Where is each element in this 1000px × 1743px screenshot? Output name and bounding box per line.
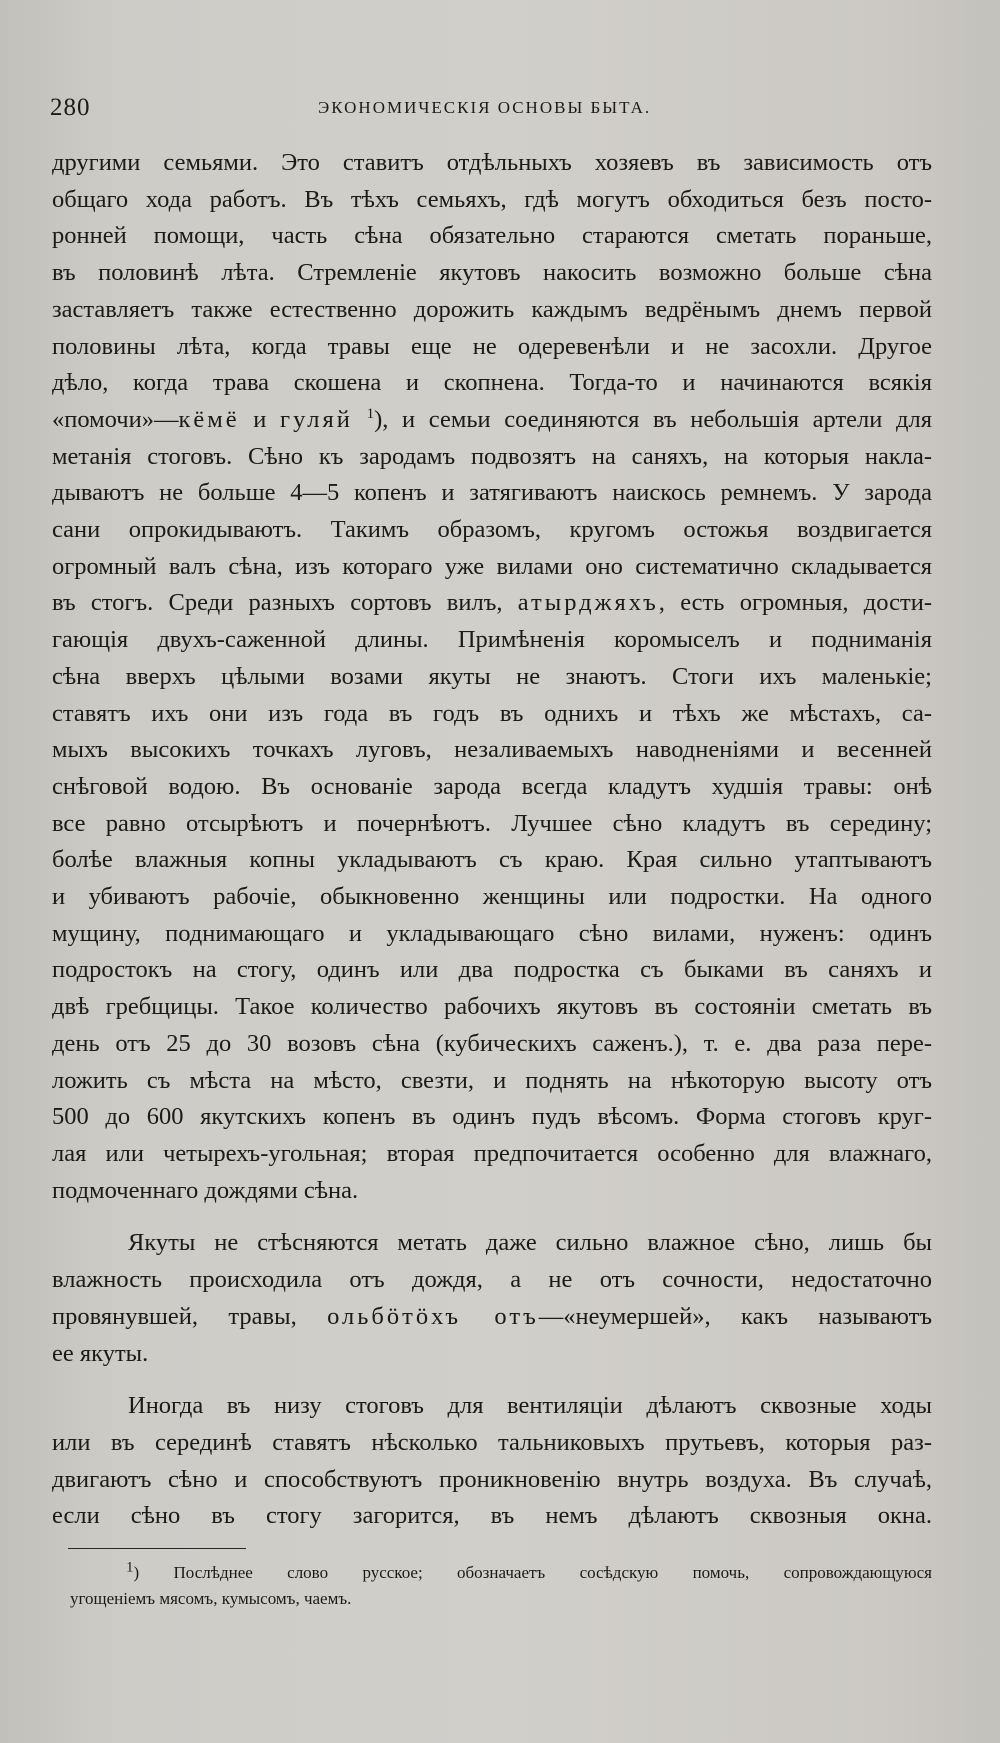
paragraph-3 (52, 1388, 932, 1535)
text-line: сани опрокидываютъ. Такимъ образомъ, кругомъ остожья воздвигается (52, 516, 932, 544)
spaced-term: ольбӧтӧхъ отъ (327, 1302, 539, 1330)
text-line: заставляетъ также естественно дорожить каждымъ ведрёнымъ днемъ первой (52, 295, 932, 323)
text-run: въ стогъ. Среди разныхъ сортовъ вилъ, (52, 589, 518, 617)
text-line: метанія стоговъ. Сѣно къ зародамъ подвозятъ на саняхъ, на которыя накла- (52, 442, 932, 470)
text-line: подростокъ на стогу, одинъ или два подростка съ быками въ саняхъ и (52, 956, 932, 984)
footnote-rule (68, 1548, 246, 1549)
text-line: если сѣно въ стогу загорится, въ немъ дѣлаютъ сквозныя окна. (52, 1502, 932, 1530)
running-title: ЭКОНОМИЧЕСКІЯ ОСНОВЫ БЫТА. (318, 98, 652, 117)
paragraph-1 (52, 145, 932, 1209)
text-line: все равно отсырѣютъ и почернѣютъ. Лучшее сѣно кладутъ въ середину; (52, 809, 932, 837)
text-line: въ половинѣ лѣта. Стремленіе якутовъ накосить возможно больше сѣна (52, 259, 932, 287)
text-line: гающія двухъ-саженной длины. Примѣненія коромыселъ и подниманія (52, 626, 932, 654)
text-line: 500 до 600 якутскихъ копенъ въ одинъ пудъ вѣсомъ. Форма стоговъ круг- (52, 1103, 932, 1131)
text-line: ее якуты. (52, 1339, 149, 1367)
text-line: болѣе влажныя копны укладываютъ съ краю. Края сильно утаптываютъ (52, 846, 932, 874)
text-line (52, 585, 932, 622)
text-line: мыхъ высокихъ точкахъ луговъ, незаливаемыхъ наводненіями и весенней (52, 736, 932, 764)
text-line: или въ серединѣ ставятъ нѣсколько тальниковыхъ прутьевъ, которыя раз- (52, 1428, 932, 1456)
text-line: общаго хода работъ. Въ тѣхъ семьяхъ, гдѣ могутъ обходиться безъ посто- (52, 185, 932, 213)
text-run: —«неумершей», какъ называютъ (538, 1302, 932, 1330)
spaced-term: гуляй (280, 405, 353, 433)
footnote-line (70, 1560, 932, 1586)
footnote-ref: 1 (366, 405, 375, 422)
running-head (50, 94, 934, 126)
page-number: 280 (50, 94, 91, 121)
text-line: половины лѣта, когда травы еще не одеревенѣли и не засохли. Другое (52, 332, 932, 360)
footnote (70, 1560, 932, 1612)
text-line: двѣ гребщицы. Такое количество рабочихъ якутовъ въ состояніи сметать въ (52, 993, 932, 1021)
text-line: влажность происходила отъ дождя, а не отъ сочности, недостаточно (52, 1266, 932, 1294)
text-line: сѣна вверхъ цѣлыми возами якуты не знаютъ. Стоги ихъ маленькіе; (52, 662, 932, 690)
text-line: и убиваютъ рабочіе, обыкновенно женщины или подростки. На одного (52, 883, 932, 911)
text-line: дываютъ не больше 4—5 копенъ и затягиваютъ наискось ремнемъ. У зарода (52, 479, 932, 507)
spaced-term: атырджяхъ (517, 589, 659, 617)
text-line: Якуты не стѣсняются метать даже сильно влажное сѣно, лишь бы (128, 1229, 932, 1257)
text-line: Иногда въ низу стоговъ для вентиляціи дѣлаютъ сквозные ходы (128, 1392, 932, 1420)
text-line: снѣговой водою. Въ основаніе зарода всегда кладутъ худшія травы: онѣ (52, 772, 932, 800)
text-line: ронней помощи, часть сѣна обязательно стараются сметать пораньше, (52, 222, 932, 250)
text-run: «помочи»— (52, 405, 179, 433)
spaced-term: кёмё (178, 405, 240, 433)
text-line: подмоченнаго дождями сѣна. (52, 1176, 359, 1204)
text-run: , есть огромныя, дости- (658, 589, 932, 617)
text-run: провянувшей, травы, (52, 1302, 328, 1330)
text-line: день отъ 25 до 30 возовъ сѣна (кубическихъ саженъ.), т. е. два раза пере- (52, 1029, 932, 1057)
body-text (52, 145, 932, 1535)
text-run: и (239, 405, 281, 433)
footnote-line: угощеніемъ мясомъ, кумысомъ, чаемъ. (70, 1589, 352, 1608)
text-run: ), и семьи соединяются въ небольшія артели для (374, 405, 932, 433)
text-line: ставятъ ихъ они изъ года въ годъ въ однихъ и тѣхъ же мѣстахъ, са- (52, 699, 932, 727)
text-line (52, 402, 932, 439)
text-line: ложить съ мѣста на мѣсто, свезти, и поднять на нѣкоторую высоту отъ (52, 1066, 932, 1094)
text-line: мущину, поднимающаго и укладывающаго сѣно вилами, нуженъ: одинъ (52, 919, 932, 947)
paragraph-2 (52, 1225, 932, 1372)
footnote-text: ) Послѣднее слово русское; обозначаетъ сосѣдскую помочь, сопровождающуюся (133, 1563, 932, 1582)
footnote-marker: 1 (126, 1559, 134, 1576)
text-line: лая или четырехъ-угольная; вторая предпочитается особенно для влажнаго, (52, 1139, 932, 1167)
text-line: огромный валъ сѣна, изъ котораго уже вилами оно систематично складывается (52, 552, 932, 580)
text-line (52, 1299, 932, 1336)
text-line: двигаютъ сѣно и способствуютъ проникновенію внутрь воздуха. Въ случаѣ, (52, 1465, 932, 1493)
text-line: дѣло, когда трава скошена и скопнена. Тогда-то и начинаются всякія (52, 369, 932, 397)
text-line: другими семьями. Это ставитъ отдѣльныхъ хозяевъ въ зависимость отъ (52, 149, 932, 176)
